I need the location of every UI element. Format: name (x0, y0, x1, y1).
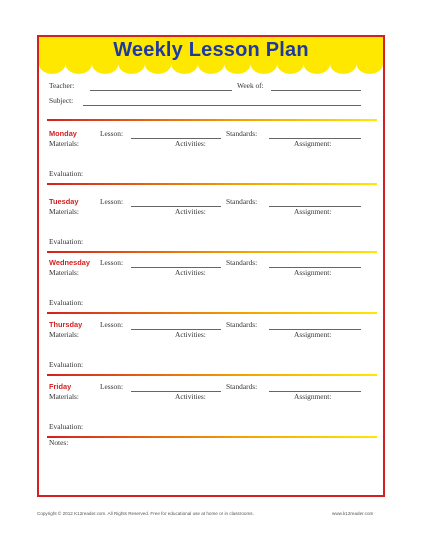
assignment-label: Assignment: (294, 139, 332, 148)
assignment-label: Assignment: (294, 330, 332, 339)
day-name-wednesday: Wednesday (49, 258, 90, 267)
assignment-label: Assignment: (294, 268, 332, 277)
evaluation-label: Evaluation: (49, 298, 84, 307)
lesson-label: Lesson: (100, 382, 123, 391)
day-name-friday: Friday (49, 382, 72, 391)
standards-label: Standards: (226, 258, 258, 267)
worksheet-frame (37, 35, 385, 497)
subject-field[interactable] (83, 105, 361, 106)
materials-label: Materials: (49, 268, 79, 277)
standards-field[interactable] (269, 391, 361, 392)
standards-field[interactable] (269, 138, 361, 139)
lesson-field[interactable] (131, 206, 221, 207)
standards-label: Standards: (226, 320, 258, 329)
activities-label: Activities: (175, 139, 206, 148)
assignment-label: Assignment: (294, 392, 332, 401)
page-title: Weekly Lesson Plan (113, 39, 309, 61)
standards-field[interactable] (269, 267, 361, 268)
lesson-label: Lesson: (100, 258, 123, 267)
activities-label: Activities: (175, 268, 206, 277)
evaluation-label: Evaluation: (49, 237, 84, 246)
standards-label: Standards: (226, 197, 258, 206)
standards-label: Standards: (226, 382, 258, 391)
activities-label: Activities: (175, 207, 206, 216)
standards-label: Standards: (226, 129, 258, 138)
copyright-text: Copyright © 2012 K12reader.com. All Rights Reserved. Free for educational use at home or in classrooms. (37, 511, 254, 516)
activities-label: Activities: (175, 392, 206, 401)
activities-label: Activities: (175, 330, 206, 339)
day-name-tuesday: Tuesday (49, 197, 79, 206)
lesson-field[interactable] (131, 391, 221, 392)
week-of-label: Week of: (237, 81, 264, 90)
lesson-field[interactable] (131, 329, 221, 330)
day-name-monday: Monday (49, 129, 77, 138)
materials-label: Materials: (49, 139, 79, 148)
section-divider (47, 374, 377, 376)
standards-field[interactable] (269, 206, 361, 207)
title-banner (39, 37, 383, 72)
standards-field[interactable] (269, 329, 361, 330)
subject-label: Subject: (49, 96, 74, 105)
site-url: www.k12reader.com (332, 511, 374, 516)
section-divider (47, 436, 377, 438)
day-name-thursday: Thursday (49, 320, 83, 329)
week-of-field[interactable] (271, 90, 361, 91)
lesson-label: Lesson: (100, 197, 123, 206)
evaluation-label: Evaluation: (49, 169, 84, 178)
materials-label: Materials: (49, 207, 79, 216)
lesson-field[interactable] (131, 267, 221, 268)
evaluation-label: Evaluation: (49, 422, 84, 431)
evaluation-label: Evaluation: (49, 360, 84, 369)
lesson-label: Lesson: (100, 129, 123, 138)
lesson-field[interactable] (131, 138, 221, 139)
notes-label: Notes: (49, 438, 69, 447)
assignment-label: Assignment: (294, 207, 332, 216)
section-divider (47, 183, 377, 185)
materials-label: Materials: (49, 392, 79, 401)
section-divider (47, 312, 377, 314)
section-divider (47, 251, 377, 253)
teacher-field[interactable] (90, 90, 232, 91)
lesson-label: Lesson: (100, 320, 123, 329)
teacher-label: Teacher: (49, 81, 75, 90)
section-divider (47, 119, 377, 121)
materials-label: Materials: (49, 330, 79, 339)
